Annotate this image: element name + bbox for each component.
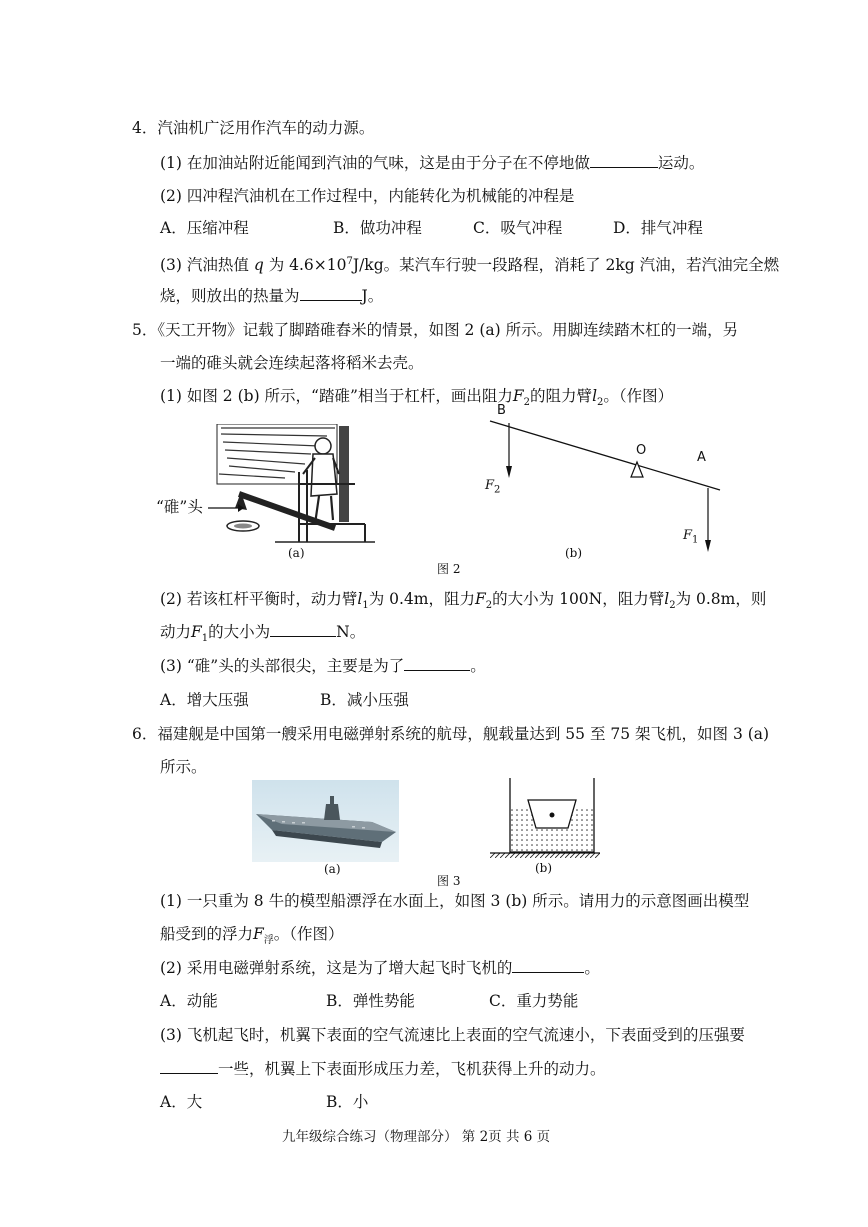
q5-part1-text-b: 的阻力臂 (530, 387, 593, 405)
q6-part3-option-a[interactable]: A．大 (160, 1093, 203, 1111)
q6-part2 (160, 958, 600, 978)
q6-part3-blank[interactable] (160, 1059, 218, 1074)
q5-part3-blank[interactable] (404, 656, 470, 671)
q5-part2-l1-sub: 1 (362, 600, 369, 612)
figure-2a-label: “碓”头 (156, 498, 203, 516)
q6-stem-line2: 所示。 (160, 758, 207, 776)
q4-option-d[interactable]: D．排气冲程 (613, 219, 703, 237)
q5-part2-line2-text-c: N。 (336, 623, 366, 641)
q6-stem-line1: 6．福建舰是中国第一艘采用电磁弹射系统的航母，舰载量达到 55 至 75 架飞机，如图 3 (a) (132, 725, 770, 743)
q4-part3-line1 (160, 252, 779, 275)
q5-part1-F-sub: 2 (523, 397, 531, 409)
q5-part2-line2 (160, 622, 365, 649)
boat-center-dot (550, 813, 555, 818)
q6-part3-line2-text: 一些，机翼上下表面形成压力差，飞机获得上升的动力。 (218, 1060, 606, 1078)
q4-part3-line2 (160, 286, 383, 306)
figure-3a-carrier-image (252, 780, 399, 862)
lever-label-F2-letter: F (485, 478, 495, 493)
q6-part1-line2-text-a: 船受到的浮力 (160, 925, 254, 943)
figure-3b-caption: (b) (535, 861, 553, 875)
q4-part3-blank[interactable] (300, 286, 362, 301)
q6-part1-line2-text-b: 。（作图） (273, 925, 344, 943)
q6-part1-F: F (253, 925, 264, 943)
q5-part3-text-a: (3) “碓”头的头部很尖，主要是为了 (160, 657, 405, 675)
q5-part2-line2-text-b: 的大小为 (208, 623, 271, 641)
ground-hatch (490, 853, 600, 858)
q5-stem-line1: 5．《天工开物》记载了脚踏碓舂米的情景，如图 2 (a) 所示。用脚连续踏木杠的一端，另 (132, 321, 739, 339)
q6-part1-F-sub: 浮 (263, 935, 274, 947)
q6-part3-option-b[interactable]: B．小 (326, 1093, 369, 1111)
q6-part3-line2 (160, 1059, 606, 1079)
q5-part1-F: F (512, 387, 524, 405)
figure-3a-caption: (a) (324, 862, 341, 876)
lever-label-F1-sub: 1 (692, 534, 699, 546)
q5-part1-text-a: (1) 如图 2 (b) 所示，“踏碓”相当于杠杆，画出阻力 (160, 387, 513, 405)
figure-2-caption: 图 2 (437, 562, 461, 576)
q4-part3-q: q (253, 256, 264, 275)
figure-2a-illustration (215, 424, 385, 552)
q5-part1-text-c: 。（作图） (603, 387, 674, 405)
q4-part1-text-b: 运动。 (657, 154, 705, 172)
q4-part3-text-c: J/kg。某汽车行驶一段路程，消耗了 2kg 汽油，若汽油完全燃 (352, 256, 780, 275)
q4-part1-text-a: (1) 在加油站附近能闻到汽油的气味，这是由于分子在不停地做 (160, 154, 590, 172)
q4-part3-text-b: 为 4.6×10 (268, 256, 347, 275)
q5-part2-l2: l (664, 590, 670, 608)
figure-3b-boat-diagram (490, 778, 600, 862)
figure-2a-caption: (a) (288, 546, 305, 560)
q5-part3-text-b: 。 (470, 657, 486, 675)
q5-part3 (160, 656, 486, 676)
q4-stem: 4．汽油机广泛用作汽车的动力源。 (132, 119, 375, 137)
q5-part2-F2-sub: 2 (485, 600, 493, 612)
lever-label-F1-letter: F (683, 528, 693, 543)
q4-option-b[interactable]: B．做功冲程 (333, 219, 422, 237)
q4-option-c[interactable]: C．吸气冲程 (473, 219, 563, 237)
q5-part2-text-c: 的大小为 100N，阻力臂 (492, 590, 665, 608)
q5-part1-l-sub: 2 (597, 397, 604, 409)
q4-part2: (2) 四冲程汽油机在工作过程中，内能转化为机械能的冲程是 (160, 187, 575, 205)
q5-option-b[interactable]: B．减小压强 (320, 691, 409, 709)
page-footer: 九年级综合练习（物理部分） 第 2页 共 6 页 (282, 1129, 551, 1145)
lever-label-F2-sub: 2 (494, 484, 501, 496)
q5-part2-F1: F (191, 623, 202, 641)
q5-part2-blank[interactable] (270, 622, 336, 637)
q5-option-a[interactable]: A．增大压强 (160, 691, 249, 709)
q5-part2-text-a: (2) 若该杠杆平衡时，动力臂 (160, 590, 358, 608)
force-F1-arrowhead (705, 540, 711, 552)
q6-part2-option-c[interactable]: C．重力势能 (489, 992, 579, 1010)
q4-part3-text-a: (3) 汽油热值 (160, 256, 249, 275)
q4-part3-line2-text-a: 烧，则放出的热量为 (160, 287, 300, 305)
q4-part1-blank[interactable] (590, 153, 658, 168)
q5-part2-text-d: 为 0.8m，则 (675, 590, 767, 608)
force-F2-arrowhead (506, 466, 512, 478)
lever-label-B: B (497, 403, 506, 418)
lever-label-F1 (683, 528, 698, 546)
q5-part2-line1 (160, 589, 766, 616)
figure-2a-label-arrow (208, 500, 244, 516)
q5-part2-text-b: 为 0.4m，阻力 (368, 590, 476, 608)
q4-option-a[interactable]: A．压缩冲程 (160, 219, 249, 237)
q5-part2-l2-sub: 2 (669, 600, 676, 612)
q5-part2-F1-sub: 1 (201, 633, 209, 645)
q6-part2-text-a: (2) 采用电磁弹射系统，这是为了增大起飞时飞机的 (160, 959, 513, 977)
q5-part2-l1: l (357, 590, 363, 608)
q6-part1-line2 (160, 924, 344, 951)
q5-part2-F2: F (475, 590, 486, 608)
figure-2b-caption: (b) (565, 546, 583, 560)
q4-part3-sup: 7 (346, 256, 353, 267)
q5-stem-line2: 一端的碓头就会连续起落将稻米去壳。 (160, 354, 424, 372)
q6-part2-blank[interactable] (512, 958, 584, 973)
lever-beam (490, 421, 720, 490)
q6-part2-option-b[interactable]: B．弹性势能 (326, 992, 415, 1010)
q4-part1 (160, 153, 704, 173)
lever-label-F2 (485, 478, 500, 496)
lever-label-O: O (636, 443, 647, 458)
lever-label-A: A (697, 450, 706, 465)
figure-3-caption: 图 3 (437, 874, 461, 888)
q5-part2-line2-text-a: 动力 (160, 623, 192, 641)
q6-part2-text-b: 。 (584, 959, 600, 977)
q6-part1-line1: (1) 一只重为 8 牛的模型船漂浮在水面上，如图 3 (b) 所示。请用力的示意图画出模型 (160, 892, 750, 910)
q5-part1-l: l (592, 387, 598, 405)
q4-part3-line2-text-b: J。 (361, 287, 384, 305)
q6-part3-line1: (3) 飞机起飞时，机翼下表面的空气流速比上表面的空气流速小，下表面受到的压强要 (160, 1026, 745, 1044)
q6-part2-option-a[interactable]: A．动能 (160, 992, 218, 1010)
